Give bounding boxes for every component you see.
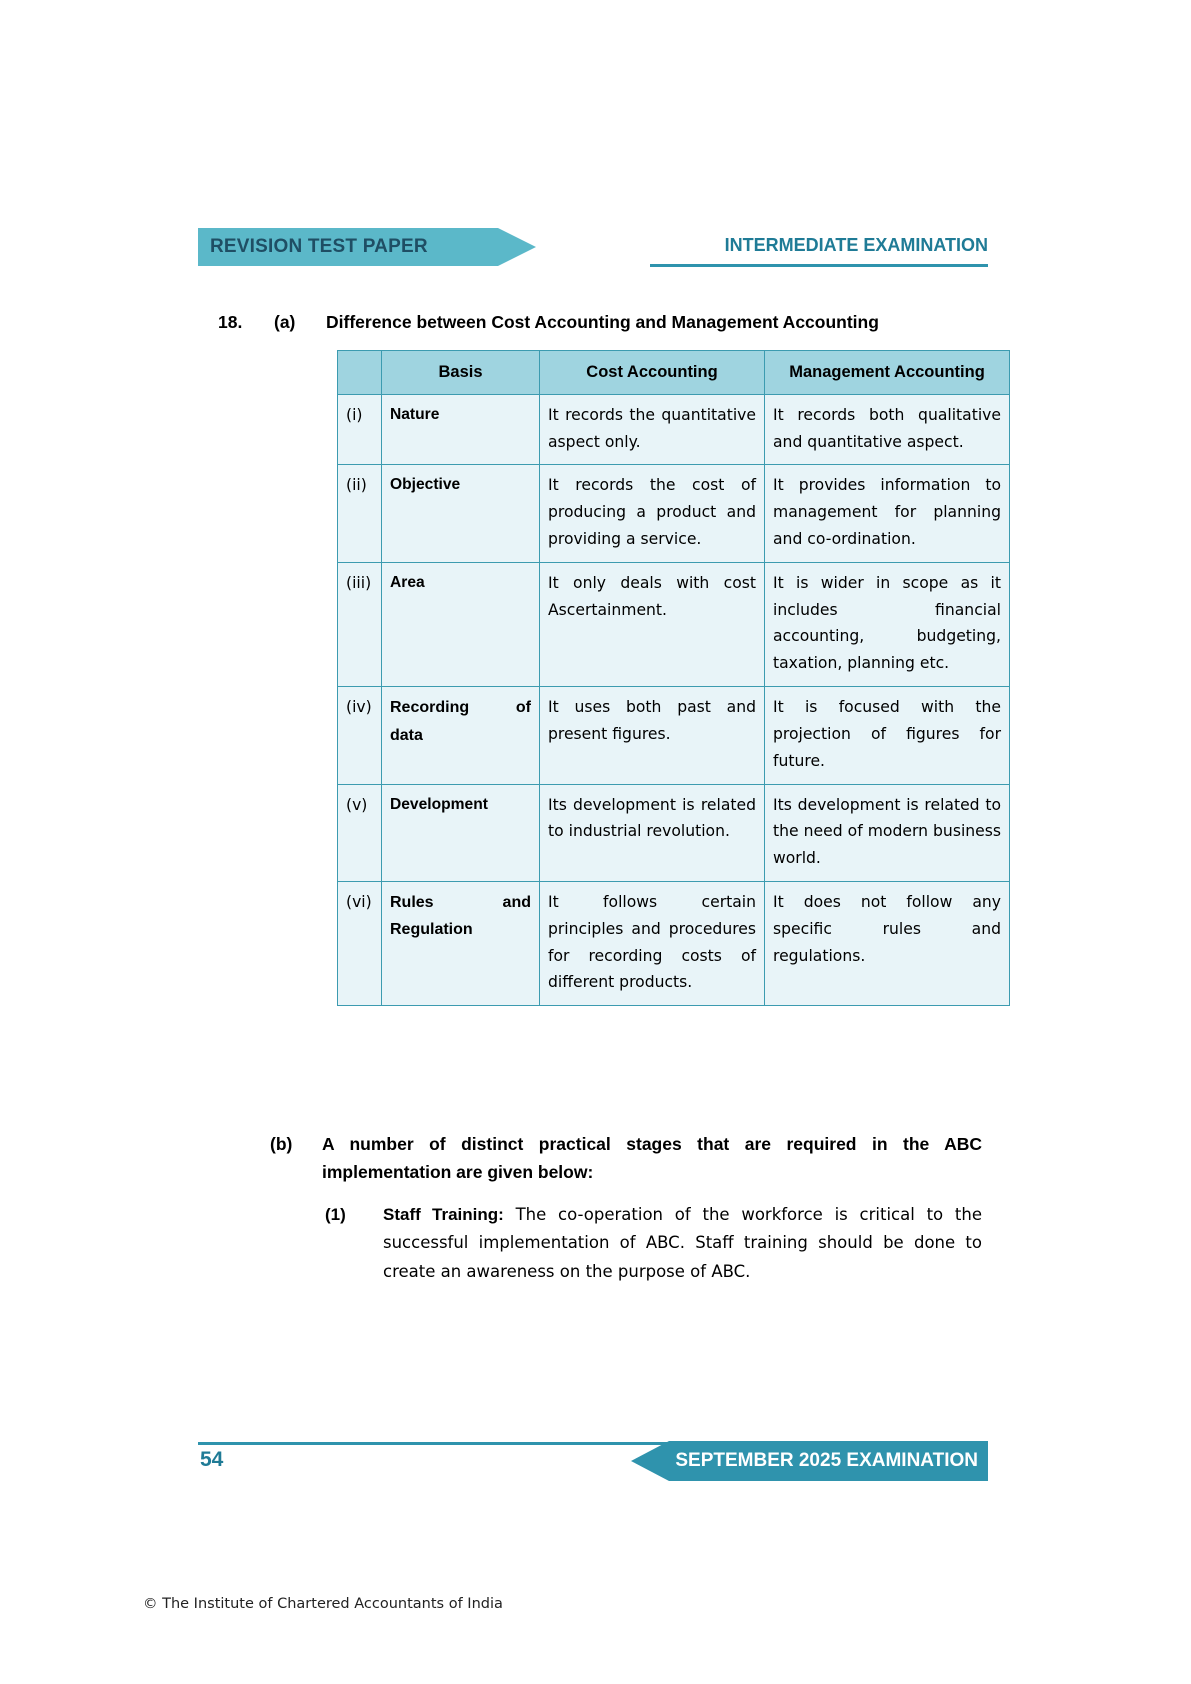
- page-header: [198, 228, 988, 270]
- row-cost-accounting: It only deals with cost Ascertainment.: [540, 562, 765, 686]
- row-basis: Area: [382, 562, 540, 686]
- header-divider: [650, 264, 988, 267]
- row-number: (i): [338, 394, 382, 465]
- row-cost-accounting: It follows certain principles and procedures for recording costs of different products.: [540, 881, 765, 1005]
- question-title: Difference between Cost Accounting and Management Accounting: [326, 312, 879, 332]
- list-item-body: [383, 1200, 982, 1286]
- row-number: (v): [338, 784, 382, 881]
- table-row: [338, 784, 1010, 881]
- part-b-heading: [270, 1130, 982, 1187]
- question-heading: [218, 312, 978, 333]
- header-arrow-icon: [498, 228, 536, 266]
- header-banner-label: REVISION TEST PAPER: [210, 236, 428, 257]
- header-management-accounting: Management Accounting: [765, 351, 1010, 395]
- row-basis-word2: and: [502, 893, 531, 911]
- row-basis-line1: [390, 889, 531, 917]
- row-basis-line2: Regulation: [390, 921, 473, 939]
- row-cost-accounting: It uses both past and present figures.: [540, 687, 765, 784]
- row-basis-word1: Recording: [390, 699, 470, 717]
- header-exam-label: INTERMEDIATE EXAMINATION: [724, 235, 988, 255]
- row-number: (iv): [338, 687, 382, 784]
- row-basis-word2: of: [515, 699, 531, 717]
- page-number: 54: [200, 1448, 224, 1471]
- list-item: [325, 1200, 982, 1286]
- row-number: (vi): [338, 881, 382, 1005]
- table-header-row: [338, 351, 1010, 395]
- row-cost-accounting: It records the quantitative aspect only.: [540, 394, 765, 465]
- table-row: [338, 562, 1010, 686]
- table-row: [338, 687, 1010, 784]
- row-basis: [382, 687, 540, 784]
- row-number: (ii): [338, 465, 382, 562]
- row-management-accounting: It does not follow any specific rules and regulations.: [765, 881, 1010, 1005]
- list-item-text: The co-operation of the workforce is critical to the successful implementation of ABC. Staff training should be done to create an awareness on the purpose of ABC.: [383, 1205, 982, 1281]
- row-management-accounting: Its development is related to the need of modern business world.: [765, 784, 1010, 881]
- header-rownum: [338, 351, 382, 395]
- row-cost-accounting: Its development is related to industrial revolution.: [540, 784, 765, 881]
- part-b-label: (b): [270, 1134, 293, 1154]
- row-management-accounting: It records both qualitative and quantitative aspect.: [765, 394, 1010, 465]
- footer-arrow-icon: [631, 1441, 669, 1481]
- row-basis-line2: data: [390, 726, 423, 744]
- comparison-table: [337, 350, 1010, 1006]
- row-basis: Objective: [382, 465, 540, 562]
- copyright-notice: © The Institute of Chartered Accountants of India: [143, 1596, 503, 1612]
- question-part-label: (a): [274, 312, 296, 332]
- row-number: (iii): [338, 562, 382, 686]
- question-number: 18.: [218, 312, 243, 332]
- row-basis: [382, 881, 540, 1005]
- part-b-text: A number of distinct practical stages that are required in the ABC implementation are given below:: [322, 1134, 982, 1183]
- list-item-title: Staff Training:: [383, 1205, 504, 1224]
- row-management-accounting: It is wider in scope as it includes financial accounting, budgeting, taxation, planning etc.: [765, 562, 1010, 686]
- header-banner: [198, 228, 498, 266]
- row-basis-word1: Rules: [390, 893, 434, 911]
- header-basis: Basis: [382, 351, 540, 395]
- part-b-block: [270, 1130, 982, 1187]
- table-row: [338, 881, 1010, 1005]
- table-row: [338, 394, 1010, 465]
- row-basis: Development: [382, 784, 540, 881]
- list-item-label: (1): [325, 1205, 346, 1224]
- row-management-accounting: It is focused with the projection of figures for future.: [765, 687, 1010, 784]
- header-cost-accounting: Cost Accounting: [540, 351, 765, 395]
- row-cost-accounting: It records the cost of producing a product and providing a service.: [540, 465, 765, 562]
- table-row: [338, 465, 1010, 562]
- row-basis: Nature: [382, 394, 540, 465]
- footer-banner-box: [669, 1441, 988, 1481]
- footer-banner: [631, 1441, 988, 1481]
- footer-banner-label: SEPTEMBER 2025 EXAMINATION: [675, 1450, 978, 1471]
- row-basis-line1: [390, 694, 531, 722]
- row-management-accounting: It provides information to management for planning and co-ordination.: [765, 465, 1010, 562]
